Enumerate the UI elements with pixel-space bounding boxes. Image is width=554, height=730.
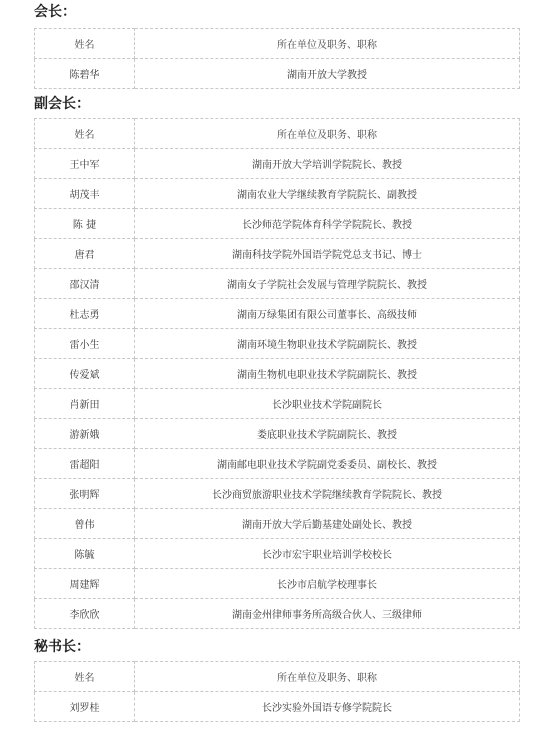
table-header-row xyxy=(35,662,520,692)
member-title-cell: 娄底职业技术学院副院长、教授 xyxy=(135,419,520,449)
header-name-cell: 姓名 xyxy=(35,29,135,59)
member-name-cell: 唐君 xyxy=(35,239,135,269)
table-row xyxy=(35,569,520,599)
member-name-cell: 刘罗桂 xyxy=(35,692,135,722)
member-title-cell: 湖南开放大学教授 xyxy=(135,59,520,89)
table-row xyxy=(35,449,520,479)
member-title-cell: 湖南环境生物职业技术学院副院长、教授 xyxy=(135,329,520,359)
member-name-cell: 杜志勇 xyxy=(35,299,135,329)
section-heading-secretary-general: 秘书长： xyxy=(34,639,90,655)
table-header-row xyxy=(35,119,520,149)
member-name-cell: 张明辉 xyxy=(35,479,135,509)
member-title-cell: 湖南邮电职业技术学院副党委委员、副校长、教授 xyxy=(135,449,520,479)
member-name-cell: 胡茂丰 xyxy=(35,179,135,209)
section-heading-vice-presidents: 副会长： xyxy=(34,96,90,112)
member-name-cell: 邵汉清 xyxy=(35,269,135,299)
header-name-cell: 姓名 xyxy=(35,662,135,692)
member-title-cell: 长沙实验外国语专修学院院长 xyxy=(135,692,520,722)
member-title-cell: 长沙市启航学校理事长 xyxy=(135,569,520,599)
section-heading-president: 会长： xyxy=(34,4,76,20)
table-row xyxy=(35,59,520,89)
member-name-cell: 雷小生 xyxy=(35,329,135,359)
table-row xyxy=(35,269,520,299)
member-title-cell: 长沙市宏宇职业培训学校校长 xyxy=(135,539,520,569)
member-name-cell: 陈碧华 xyxy=(35,59,135,89)
table-row xyxy=(35,209,520,239)
secretary-general-table xyxy=(34,661,520,722)
member-name-cell: 王中军 xyxy=(35,149,135,179)
vice-presidents-table xyxy=(34,118,520,629)
member-name-cell: 游新娥 xyxy=(35,419,135,449)
table-row xyxy=(35,479,520,509)
member-title-cell: 长沙职业技术学院副院长 xyxy=(135,389,520,419)
table-row xyxy=(35,389,520,419)
member-name-cell: 李欣欣 xyxy=(35,599,135,629)
header-title-cell: 所在单位及职务、职称 xyxy=(135,29,520,59)
table-row xyxy=(35,329,520,359)
table-row xyxy=(35,359,520,389)
member-title-cell: 长沙商贸旅游职业技术学院继续教育学院院长、教授 xyxy=(135,479,520,509)
president-table xyxy=(34,28,520,89)
member-title-cell: 湖南生物机电职业技术学院副院长、教授 xyxy=(135,359,520,389)
table-row xyxy=(35,299,520,329)
table-header-row xyxy=(35,29,520,59)
header-name-cell: 姓名 xyxy=(35,119,135,149)
table-row xyxy=(35,239,520,269)
table-row xyxy=(35,539,520,569)
header-title-cell: 所在单位及职务、职称 xyxy=(135,119,520,149)
table-row xyxy=(35,692,520,722)
member-title-cell: 湖南万绿集团有限公司董事长、高级技师 xyxy=(135,299,520,329)
member-title-cell: 湖南金州律师事务所高级合伙人、三级律师 xyxy=(135,599,520,629)
member-name-cell: 陈 捷 xyxy=(35,209,135,239)
header-title-cell: 所在单位及职务、职称 xyxy=(135,662,520,692)
member-title-cell: 湖南农业大学继续教育学院院长、副教授 xyxy=(135,179,520,209)
member-name-cell: 周建辉 xyxy=(35,569,135,599)
table-row xyxy=(35,599,520,629)
member-title-cell: 湖南女子学院社会发展与管理学院院长、教授 xyxy=(135,269,520,299)
member-title-cell: 湖南科技学院外国语学院党总支书记、博士 xyxy=(135,239,520,269)
member-name-cell: 陈毓 xyxy=(35,539,135,569)
table-row xyxy=(35,149,520,179)
member-name-cell: 肖新田 xyxy=(35,389,135,419)
member-title-cell: 湖南开放大学后勤基建处副处长、教授 xyxy=(135,509,520,539)
member-name-cell: 曾伟 xyxy=(35,509,135,539)
table-row xyxy=(35,179,520,209)
member-title-cell: 湖南开放大学培训学院院长、教授 xyxy=(135,149,520,179)
table-row xyxy=(35,419,520,449)
member-name-cell: 雷超阳 xyxy=(35,449,135,479)
member-name-cell: 传爱斌 xyxy=(35,359,135,389)
table-row xyxy=(35,509,520,539)
member-title-cell: 长沙师范学院体育科学学院院长、教授 xyxy=(135,209,520,239)
